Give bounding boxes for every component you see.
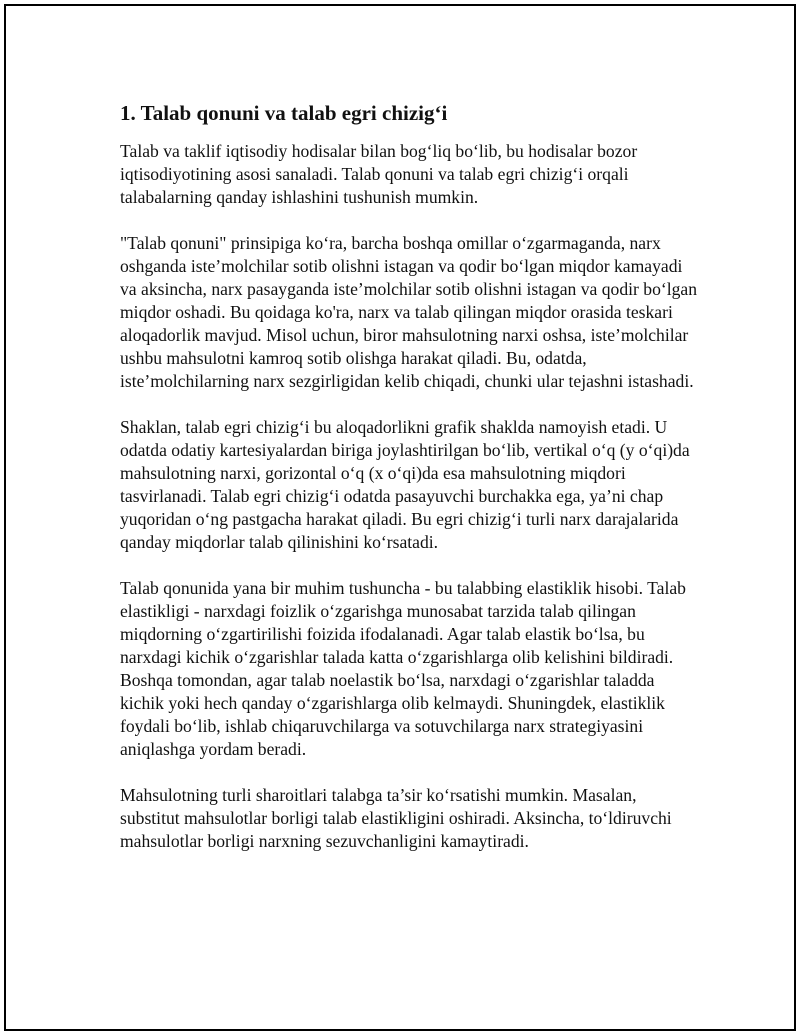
page-border (4, 4, 796, 1031)
document-body (120, 98, 698, 876)
paragraph-elasticity: Talab qonunida yana bir muhim tushuncha - bu talabbing elastiklik hisobi. Talab elastikligi - narxdagi foizlik o‘zgarishga munosabat tarzida talab qilingan miqdorning o‘zgartirilishi foizida ifodalanadi. Agar talab elastik bo‘lsa, bu narxdagi kichik o‘zgarishlar talada katta o‘zgarishlarga olib kelishini bildiradi. Boshqa tomondan, agar talab noelastik bo‘lsa, narxdagi o‘zgarishlar taladda kichik yoki hech qanday o‘zgarishlarga olib kelmaydi. Shuningdek, elastiklik foydali bo‘lib, ishlab chiqaruvchilarga va sotuvchilarga narx strategiyasini aniqlashga yordam beradi. (120, 578, 686, 759)
paragraph-demand-curve: Shaklan, talab egri chizig‘i bu aloqadorlikni grafik shaklda namoyish etadi. U odatda odatiy kartesiyalardan biriga joylashtirilgan bo‘lib, vertikal o‘q (y o‘qi)da mahsulotning narxi, gorizontal o‘q (x o‘qi)da esa mahsulotning miqdori tasvirlanadi. Talab egri chizig‘i odatda pasayuvchi burchakka ega, ya’ni chap yuqoridan o‘ng pastgacha harakat qiladi. Bu egri chizig‘i turli narx darajalarida qanday miqdorlar talab qilinishini ko‘rsatadi. (120, 417, 690, 552)
section-heading: 1. Talab qonuni va talab egri chizig‘i (120, 101, 448, 125)
paragraph-conditions: Mahsulotning turli sharoitlari talabga ta’sir ko‘rsatishi mumkin. Masalan, substitut mahsulotlar borligi talab elastikligini oshiradi. Aksincha, to‘ldiruvchi mahsulotlar borligi narxning sezuvchanligini kamaytiradi. (120, 785, 672, 851)
paragraph-law-of-demand: "Talab qonuni" prinsipiga ko‘ra, barcha boshqa omillar o‘zgarmaganda, narx oshganda iste’molchilar sotib olishni istagan va qodir bo‘lgan miqdor kamayadi va aksincha, narx pasayganda iste’molchilar sotib olishni istagan va qodir bo‘lgan miqdor oshadi. Bu qoidaga ko'ra, narx va talab qilingan miqdor orasida teskari aloqadorlik mavjud. Misol uchun, biror mahsulotning narxi oshsa, iste’molchilar ushbu mahsulotni kamroq sotib olishga harakat qiladi. Bu, odatda, iste’molchilarning narx sezgirligidan kelib chiqadi, chunki ular tejashni istashadi. (120, 233, 698, 391)
paragraph-intro: Talab va taklif iqtisodiy hodisalar bilan bog‘liq bo‘lib, bu hodisalar bozor iqtisodiyotining asosi sanaladi. Talab qonuni va talab egri chizig‘i orqali talabalarning qanday ishlashini tushunish mumkin. (120, 141, 638, 207)
